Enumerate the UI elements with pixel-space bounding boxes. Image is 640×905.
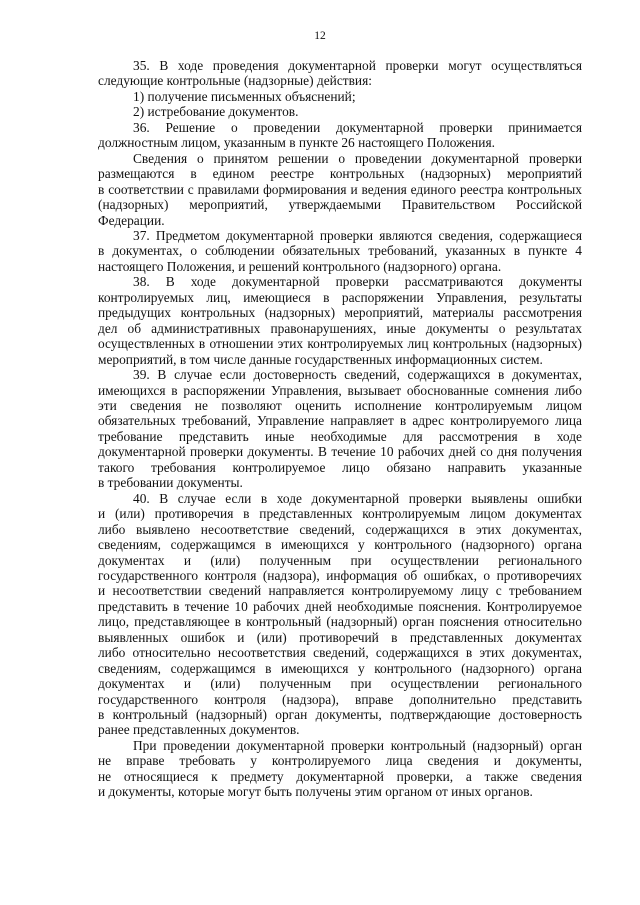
paragraph — [98, 228, 582, 274]
text-line: лицо, представляющее в контрольный (надзорный) орган пояснения относительно — [98, 614, 582, 630]
paragraph — [98, 89, 582, 104]
text-line: контролируемых лиц, имеющиеся в распоряжении Управления, результаты — [98, 289, 582, 305]
text-line: следующие контрольные (надзорные) действия: — [98, 73, 372, 89]
paragraph — [98, 274, 582, 367]
text-line: выявленных ошибок и (или) противоречий в представленных документах — [98, 629, 582, 645]
text-line: имеющихся в распоряжении Управления, вызывает обоснованные сомнения либо — [98, 382, 582, 398]
text-line: (надзорных) мероприятий, утверждаемыми Правительством Российской — [98, 197, 582, 213]
text-line: размещаются в едином реестре контрольных (надзорных) мероприятий — [98, 166, 582, 182]
text-line: 1) получение письменных объяснений; — [133, 88, 356, 104]
text-line: не вправе требовать у контролируемого лица сведения и документы, — [98, 753, 582, 769]
text-line: 40. В случае если в ходе документарной проверки выявлены ошибки — [133, 490, 582, 506]
paragraph — [98, 120, 582, 151]
text-line: осуществленных в отношении этих контролируемых лиц контрольных (надзорных) — [98, 336, 582, 352]
text-line: не относящиеся к предмету документарной проверки, а также сведения — [98, 768, 582, 784]
text-line: 37. Предметом документарной проверки являются сведения, содержащиеся — [133, 227, 582, 243]
text-line: настоящего Положения, и решений контрольного (надзорного) органа. — [98, 258, 502, 274]
text-line: 38. В ходе документарной проверки рассматриваются документы — [133, 274, 582, 290]
text-line: предыдущих контрольных (надзорных) мероприятий, материалы рассмотрения — [98, 305, 582, 321]
text-line: Сведения о принятом решении о проведении документарной проверки — [133, 150, 582, 166]
text-line: 36. Решение о проведении документарной проверки принимается — [133, 119, 582, 135]
text-line: и несоответствии сведений направляется контролируемому лицу с требованием — [98, 583, 582, 599]
paragraph — [98, 738, 582, 800]
text-line: ранее представленных документов. — [98, 722, 300, 738]
paragraph — [98, 367, 582, 491]
text-line: в соответствии с правилами формирования и ведения единого реестра контрольных — [98, 181, 582, 197]
text-line: и документы, которые могут быть получены этим органом от иных органов. — [98, 784, 533, 800]
paragraph — [98, 491, 582, 738]
text-line: такого требования контролируемое лицо обязано направить указанные — [98, 459, 582, 475]
text-line: документах и (или) полученным при осуществлении регионального — [98, 676, 582, 692]
text-line: документарной проверки документы. В течение 10 рабочих дней со дня получения — [98, 444, 582, 460]
text-line: государственного контроля (надзора), информация об ошибках, о противоречиях — [98, 567, 582, 583]
text-line: либо относительно несоответствия сведений, содержащихся в этих документах, — [98, 645, 582, 661]
text-line: документах и (или) полученным при осуществлении регионального — [98, 552, 582, 568]
text-line: требование представить иные необходимые для рассмотрения в ходе — [98, 428, 582, 444]
text-line: либо выявлено несоответствие сведений, содержащихся в этих документах, — [98, 521, 582, 537]
text-line: представить в течение 10 рабочих дней необходимые пояснения. Контролируемое — [98, 598, 582, 614]
text-line: в контрольный (надзорный) орган документы, подтверждающие достоверность — [98, 707, 582, 723]
page-number: 12 — [314, 30, 326, 42]
text-line: в требовании документы. — [98, 475, 243, 491]
text-line: и (или) противоречия в представленных контролируемым лицом документах — [98, 506, 582, 522]
text-line: сведениям, содержащимся в имеющихся у контрольного (надзорного) органа — [98, 537, 582, 553]
paragraph — [98, 151, 582, 228]
text-line: 39. В случае если достоверность сведений, содержащихся в документах, — [133, 367, 582, 383]
text-line: дел об административных правонарушениях, иные документы о результатах — [98, 320, 582, 336]
text-line: государственного контроля (надзора), вправе дополнительно представить — [98, 691, 582, 707]
paragraph — [98, 58, 582, 89]
text-line: При проведении документарной проверки контрольный (надзорный) орган — [133, 737, 582, 753]
text-line: 2) истребование документов. — [133, 104, 299, 120]
paragraph — [98, 104, 582, 119]
text-line: эти сведения не позволяют оценить исполнение контролируемым лицом — [98, 397, 582, 413]
text-line: в документах, о соблюдении обязательных требований, указанных в пункте 4 — [98, 243, 582, 259]
document-body — [98, 58, 582, 800]
text-line: обязательных требований, Управление направляет в адрес контролируемого лица — [98, 413, 582, 429]
text-line: должностным лицом, указанным в пункте 26 настоящего Положения. — [98, 135, 495, 151]
text-line: Федерации. — [98, 212, 165, 228]
text-line: 35. В ходе проведения документарной проверки могут осуществляться — [133, 58, 582, 73]
text-line: мероприятий, в том числе данные государственных информационных систем. — [98, 351, 543, 367]
text-line: сведениям, содержащимся в имеющихся у контрольного (надзорного) органа — [98, 660, 582, 676]
